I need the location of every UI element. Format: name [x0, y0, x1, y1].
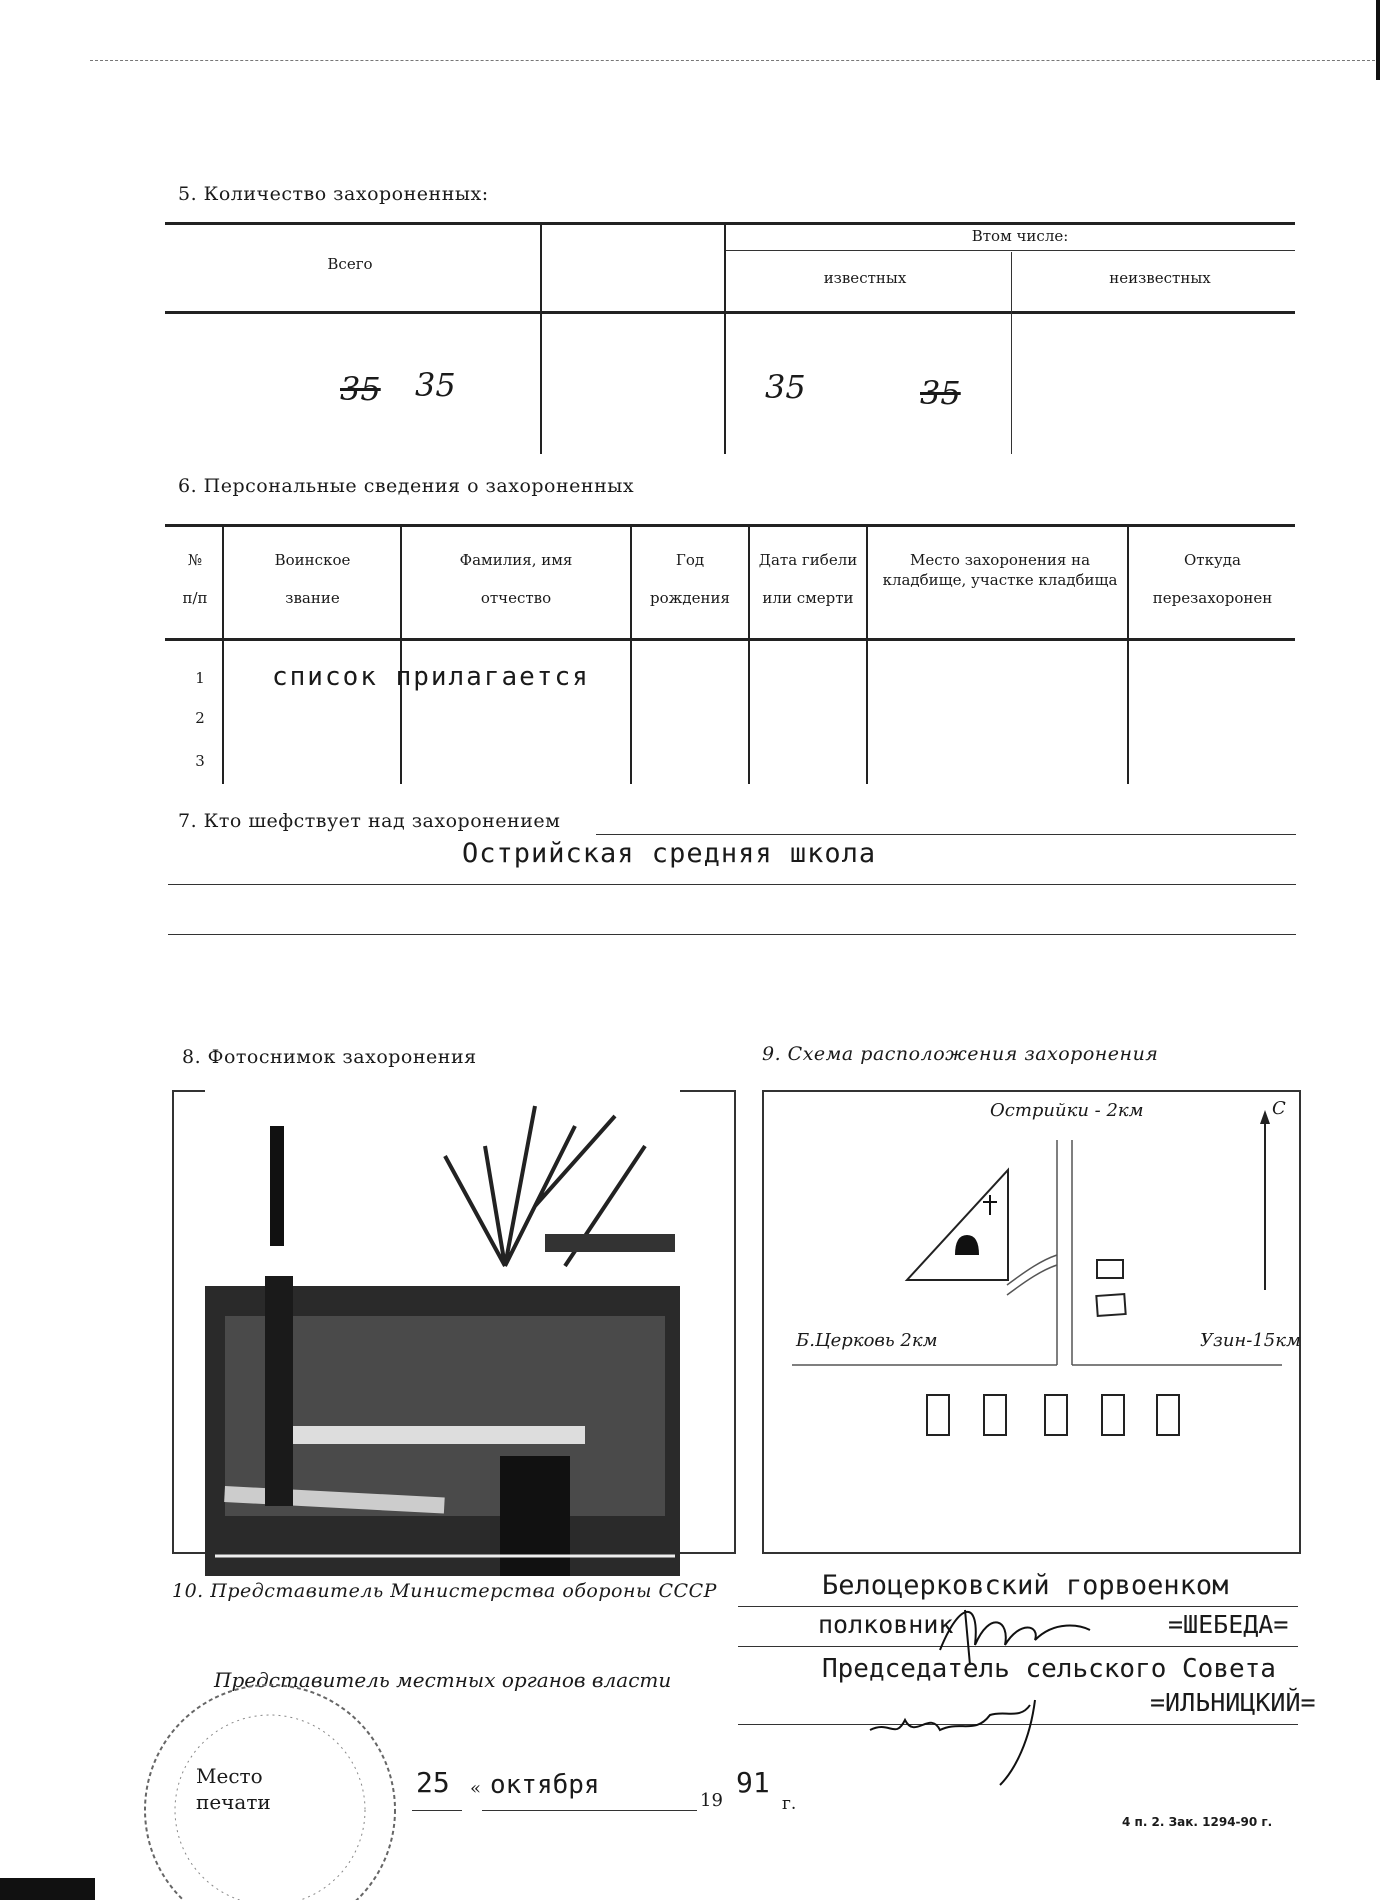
date-month-line: [482, 1810, 697, 1811]
location-scheme: [762, 1090, 1297, 1550]
row-num-3: 3: [195, 752, 205, 770]
hdr-birth-bottom: рождения: [649, 589, 730, 607]
scan-right-edge: [1376, 0, 1380, 80]
section5-title: 5. Количество захороненных:: [178, 183, 489, 205]
col-unknown-header: неизвестных: [1109, 269, 1211, 287]
hdr-num-bottom: п/п: [182, 589, 208, 607]
mo-org: Белоцерковский горвоенком: [822, 1570, 1229, 1601]
patron-value: Острийская средняя школа: [462, 838, 877, 869]
burial-photo: [205, 1086, 680, 1576]
hdr-num-top: №: [187, 551, 203, 569]
patron-line-2: [168, 884, 1296, 885]
mo-rank: полковник: [818, 1610, 954, 1639]
hdr-rank-top: Воинское: [274, 551, 351, 569]
known-value: 35: [765, 368, 806, 406]
known-value-crossed: 35: [920, 374, 961, 412]
scan-left-edge: [0, 1878, 95, 1900]
col-total-header: Всего: [327, 255, 373, 273]
section6-title: 6. Персональные сведения о захороненных: [178, 475, 635, 497]
hdr-from-bottom: перезахоронен: [1152, 589, 1273, 607]
stamp-place-label-1: Место: [196, 1764, 263, 1788]
total-value: 35: [415, 366, 456, 404]
local-rep-title: Представитель местных органов власти: [214, 1668, 672, 1692]
section9-title: 9. Схема расположения захоронения: [762, 1043, 1159, 1065]
section8-title: 8. Фотоснимок захоронения: [182, 1046, 477, 1068]
scheme-label-west: Б.Церковь 2км: [796, 1330, 938, 1351]
row-num-2: 2: [195, 709, 205, 727]
hdr-from-top: Откуда: [1184, 551, 1241, 569]
date-year-suffix: 91: [736, 1766, 770, 1799]
official-stamp: [130, 1660, 440, 1900]
local-name: =ИЛЬНИЦКИЙ=: [1150, 1688, 1316, 1717]
hdr-name-top: Фамилия, имя: [459, 551, 573, 569]
stamp-place-label-2: печати: [196, 1790, 271, 1814]
local-role: Председатель сельского Совета: [822, 1654, 1276, 1684]
scheme-compass-label: С: [1272, 1098, 1286, 1119]
date-day-line: [412, 1810, 462, 1811]
col-including-header: Втом числе:: [971, 227, 1069, 245]
date-year-unit: г.: [782, 1794, 797, 1814]
section7-title: 7. Кто шефствует над захоронением: [178, 810, 561, 832]
hdr-birth-top: Год: [675, 551, 705, 569]
hdr-rank-bottom: звание: [285, 589, 340, 607]
local-signature: [860, 1690, 1080, 1800]
print-info: 4 п. 2. Зак. 1294-90 г.: [1122, 1815, 1273, 1829]
mo-name: =ШЕБЕДА=: [1168, 1610, 1289, 1639]
hdr-death-top: Дата гибели: [758, 551, 858, 569]
col-known-header: известных: [823, 269, 907, 287]
date-day: 25: [416, 1766, 450, 1799]
hdr-place: Место захоронения на кладбище, участке кладбища: [882, 551, 1118, 590]
section10-title: 10. Представитель Министерства обороны СССР: [172, 1580, 717, 1602]
hdr-name-bottom: отчество: [480, 589, 552, 607]
memorial-triangle: [907, 1170, 1008, 1280]
total-value-crossed: 35: [340, 370, 381, 408]
scheme-label-east: Узин-15км: [1200, 1330, 1301, 1351]
date-month: октября: [490, 1770, 600, 1800]
row-num-1: 1: [195, 669, 205, 687]
scan-top-line: [90, 60, 1380, 61]
date-year-prefix: 19: [700, 1790, 723, 1811]
hdr-death-bottom: или смерти: [762, 589, 854, 607]
scheme-label-north: Острийки - 2км: [990, 1100, 1144, 1121]
date-quote: «: [470, 1778, 482, 1799]
list-attached-note: список прилагается: [272, 662, 590, 692]
patron-line-3: [168, 934, 1296, 935]
patron-line-1: [596, 834, 1296, 835]
